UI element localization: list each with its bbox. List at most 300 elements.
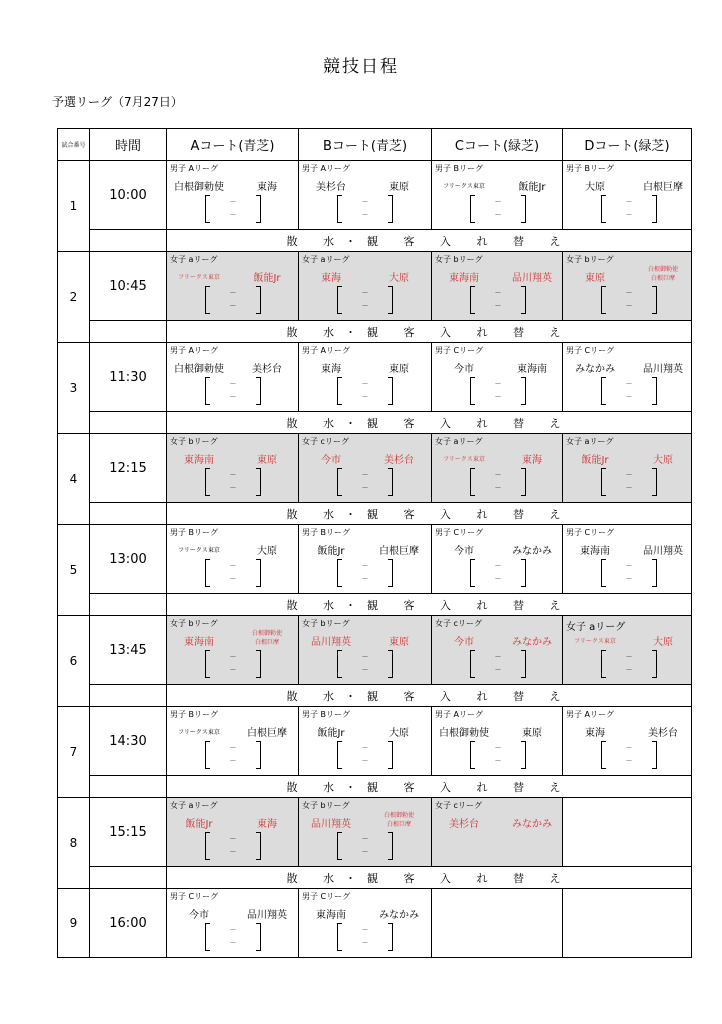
league-label: 女子 aリーグ — [170, 255, 218, 264]
score-bracket — [470, 650, 526, 678]
away-team-line1: 白根御勅使 — [383, 812, 414, 819]
away-team: みなかみ — [379, 910, 419, 921]
break-row — [58, 503, 692, 525]
bracket-right — [256, 468, 261, 496]
break-text: 散 水・観 客 入 れ 替 え — [167, 503, 692, 525]
league-label: 女子 aリーグ — [170, 801, 218, 810]
away-team: 白根巨摩 — [643, 182, 683, 193]
home-team: 今市 — [454, 546, 474, 557]
away-team: みなかみ — [512, 637, 552, 648]
score-dash: － — [494, 380, 502, 388]
game-time: 13:00 — [90, 525, 167, 594]
home-team: 今市 — [321, 455, 341, 466]
score-bracket — [337, 468, 393, 496]
score-dash: － — [494, 471, 502, 479]
match-cell-court-a — [167, 616, 299, 685]
home-team: 飯能Jr — [185, 819, 213, 830]
game-number: 4 — [58, 434, 90, 525]
league-label: 女子 bリーグ — [302, 619, 350, 628]
score-dash: － — [361, 835, 369, 843]
league-label: 男子 Aリーグ — [170, 164, 219, 173]
score-dash: － — [229, 471, 237, 479]
match-cell-court-a — [167, 707, 299, 776]
league-label: 女子 cリーグ — [302, 437, 349, 446]
score-dash: － — [229, 835, 237, 843]
score-bracket — [205, 832, 261, 860]
score-dash: － — [229, 302, 237, 310]
match-cell-court-a — [167, 343, 299, 412]
home-team: みなかみ — [575, 364, 615, 375]
home-team: 今市 — [189, 910, 209, 921]
league-label: 女子 cリーグ — [435, 619, 482, 628]
bracket-right — [256, 559, 261, 587]
away-team: 品川翔英 — [247, 910, 287, 921]
match-cell-court-d — [563, 161, 692, 230]
break-row — [58, 412, 692, 434]
match-cell-court-a — [167, 525, 299, 594]
home-team: 大原 — [585, 182, 605, 193]
league-label: 男子 Bリーグ — [435, 164, 484, 173]
home-team: 品川翔英 — [311, 637, 351, 648]
match-cell-court-d — [563, 434, 692, 503]
league-label: 男子 Aリーグ — [170, 346, 219, 355]
bracket-right — [521, 195, 526, 223]
home-team: 白根御勅使 — [174, 364, 224, 375]
score-dash: － — [361, 562, 369, 570]
break-time-cell — [90, 503, 167, 525]
home-team: 東海 — [321, 364, 341, 375]
game-row — [58, 161, 692, 230]
bracket-right — [388, 377, 393, 405]
game-time: 10:00 — [90, 161, 167, 230]
home-team: フリークス東京 — [178, 729, 220, 736]
break-row — [58, 867, 692, 889]
score-bracket — [601, 286, 657, 314]
score-dash: － — [625, 211, 633, 219]
league-label: 男子 Cリーグ — [435, 528, 484, 537]
bracket-right — [652, 377, 657, 405]
league-label: 男子 Bリーグ — [170, 528, 219, 537]
league-label: 男子 Aリーグ — [302, 346, 351, 355]
schedule-table — [57, 128, 692, 958]
score-bracket — [205, 559, 261, 587]
game-row — [58, 616, 692, 685]
score-bracket — [337, 741, 393, 769]
away-team: 美杉台 — [384, 455, 414, 466]
away-team — [633, 265, 692, 283]
header-time: 時間 — [90, 129, 167, 161]
bracket-right — [256, 923, 261, 951]
game-time: 11:30 — [90, 343, 167, 412]
league-label: 男子 Aリーグ — [566, 710, 615, 719]
game-number: 7 — [58, 707, 90, 798]
game-number: 5 — [58, 525, 90, 616]
away-team: 品川翔英 — [643, 364, 683, 375]
match-cell-court-a — [167, 252, 299, 321]
score-dash: － — [361, 757, 369, 765]
score-dash: － — [229, 211, 237, 219]
home-team: 白根御勅使 — [439, 728, 489, 739]
score-bracket — [601, 468, 657, 496]
match-cell-court-a — [167, 161, 299, 230]
bracket-right — [652, 559, 657, 587]
score-bracket — [337, 650, 393, 678]
away-team: 大原 — [257, 546, 277, 557]
home-team: 美杉台 — [449, 819, 479, 830]
match-cell-court-c — [432, 434, 563, 503]
break-time-cell — [90, 594, 167, 616]
break-row — [58, 776, 692, 798]
score-dash: － — [625, 289, 633, 297]
game-row — [58, 343, 692, 412]
score-dash: － — [494, 744, 502, 752]
game-row — [58, 434, 692, 503]
league-label: 男子 Bリーグ — [302, 710, 351, 719]
score-dash: － — [625, 471, 633, 479]
break-row — [58, 685, 692, 707]
bracket-right — [652, 741, 657, 769]
score-dash: － — [625, 198, 633, 206]
away-team: 白根巨摩 — [379, 546, 419, 557]
score-dash: － — [229, 289, 237, 297]
game-time: 12:15 — [90, 434, 167, 503]
match-cell-court-d — [563, 616, 692, 685]
break-text: 散 水・観 客 入 れ 替 え — [167, 412, 692, 434]
match-cell-court-a — [167, 889, 299, 958]
score-dash: － — [229, 562, 237, 570]
score-dash: － — [494, 484, 502, 492]
score-dash: － — [361, 211, 369, 219]
league-label: 女子 aリーグ — [435, 437, 483, 446]
game-number: 2 — [58, 252, 90, 343]
header-court-a: Aコート(青芝) — [167, 129, 299, 161]
score-dash: － — [229, 848, 237, 856]
score-bracket — [601, 741, 657, 769]
break-text: 散 水・観 客 入 れ 替 え — [167, 685, 692, 707]
game-number: 9 — [58, 889, 90, 958]
score-bracket — [337, 559, 393, 587]
match-cell-court-d — [563, 889, 692, 958]
league-label: 男子 Aリーグ — [302, 164, 351, 173]
away-team: みなかみ — [512, 819, 552, 830]
score-dash: － — [361, 848, 369, 856]
score-dash: － — [494, 302, 502, 310]
home-team: 美杉台 — [316, 182, 346, 193]
home-team: フリークス東京 — [178, 274, 220, 281]
away-team-line2: 白根巨摩 — [386, 821, 411, 828]
score-dash: － — [361, 380, 369, 388]
score-dash: － — [229, 939, 237, 947]
score-bracket — [337, 923, 393, 951]
bracket-right — [388, 923, 393, 951]
bracket-right — [521, 468, 526, 496]
league-label: 男子 Aリーグ — [435, 710, 484, 719]
score-bracket — [337, 286, 393, 314]
score-bracket — [205, 741, 261, 769]
bracket-right — [652, 195, 657, 223]
home-team: 東海南 — [184, 637, 214, 648]
bracket-right — [388, 559, 393, 587]
score-dash: － — [625, 757, 633, 765]
home-team: 飯能Jr — [317, 728, 345, 739]
home-team: フリークス東京 — [178, 547, 220, 554]
bracket-right — [521, 377, 526, 405]
bracket-right — [652, 650, 657, 678]
score-dash: － — [229, 666, 237, 674]
bracket-right — [388, 650, 393, 678]
home-team: フリークス東京 — [574, 638, 616, 645]
away-team: 飯能Jr — [253, 273, 281, 284]
match-cell-court-c — [432, 525, 563, 594]
away-team: 大原 — [389, 273, 409, 284]
bracket-right — [388, 832, 393, 860]
score-dash: － — [494, 653, 502, 661]
match-cell-court-d — [563, 525, 692, 594]
break-row — [58, 321, 692, 343]
score-dash: － — [229, 380, 237, 388]
score-dash: － — [361, 575, 369, 583]
away-team-line2: 白根巨摩 — [650, 275, 675, 282]
league-label: 女子 bリーグ — [435, 255, 483, 264]
match-cell-court-b — [299, 707, 432, 776]
game-row — [58, 252, 692, 321]
score-dash: － — [494, 575, 502, 583]
score-dash: － — [494, 562, 502, 570]
break-text: 散 水・観 客 入 れ 替 え — [167, 776, 692, 798]
score-dash: － — [229, 393, 237, 401]
match-cell-court-a — [167, 798, 299, 867]
page-subtitle: 予選リーグ（7月27日） — [52, 95, 183, 109]
game-number: 1 — [58, 161, 90, 252]
league-label: 男子 Cリーグ — [302, 892, 351, 901]
score-dash: － — [494, 666, 502, 674]
match-cell-court-d — [563, 252, 692, 321]
away-team: 東原 — [389, 637, 409, 648]
away-team: 美杉台 — [252, 364, 282, 375]
match-cell-court-c — [432, 707, 563, 776]
away-team: 東原 — [389, 182, 409, 193]
score-dash: － — [229, 757, 237, 765]
score-dash: － — [361, 198, 369, 206]
score-dash: － — [494, 393, 502, 401]
away-team: 東原 — [389, 364, 409, 375]
score-dash: － — [229, 484, 237, 492]
break-time-cell — [90, 412, 167, 434]
league-label: 女子 bリーグ — [170, 619, 218, 628]
match-cell-court-b — [299, 434, 432, 503]
match-cell-court-c — [432, 616, 563, 685]
match-cell-court-c — [432, 889, 563, 958]
home-team: 今市 — [454, 637, 474, 648]
game-time: 13:45 — [90, 616, 167, 685]
break-time-cell — [90, 321, 167, 343]
score-dash: － — [229, 926, 237, 934]
score-dash: － — [625, 666, 633, 674]
home-team: 今市 — [454, 364, 474, 375]
away-team-line1: 白根御勅使 — [647, 266, 678, 273]
away-team — [369, 811, 429, 829]
score-dash: － — [229, 653, 237, 661]
score-dash: － — [361, 926, 369, 934]
away-team: 東海 — [257, 819, 277, 830]
score-bracket — [205, 468, 261, 496]
match-cell-court-b — [299, 616, 432, 685]
home-team: フリークス東京 — [443, 456, 485, 463]
game-row — [58, 525, 692, 594]
league-label: 女子 bリーグ — [170, 437, 218, 446]
home-team: フリークス東京 — [443, 183, 485, 190]
match-cell-court-b — [299, 343, 432, 412]
match-cell-court-b — [299, 525, 432, 594]
game-row — [58, 798, 692, 867]
match-cell-court-b — [299, 889, 432, 958]
header-row — [58, 129, 692, 161]
league-label: 女子 aリーグ — [566, 622, 626, 633]
score-dash: － — [494, 211, 502, 219]
score-bracket — [601, 559, 657, 587]
league-label: 女子 aリーグ — [302, 255, 350, 264]
score-dash: － — [361, 939, 369, 947]
away-team: 品川翔英 — [643, 546, 683, 557]
bracket-right — [256, 377, 261, 405]
league-label: 男子 Cリーグ — [566, 528, 615, 537]
match-cell-court-d — [563, 707, 692, 776]
home-team: 東海南 — [580, 546, 610, 557]
score-bracket — [470, 559, 526, 587]
away-team: 東海南 — [517, 364, 547, 375]
bracket-right — [256, 650, 261, 678]
away-team: 飯能Jr — [518, 182, 546, 193]
game-time: 10:45 — [90, 252, 167, 321]
league-label: 男子 Cリーグ — [170, 892, 219, 901]
break-row — [58, 230, 692, 252]
home-team: 東海南 — [184, 455, 214, 466]
break-time-cell — [90, 867, 167, 889]
score-dash: － — [494, 757, 502, 765]
bracket-right — [388, 741, 393, 769]
away-team: 東原 — [257, 455, 277, 466]
bracket-right — [256, 195, 261, 223]
score-dash: － — [361, 484, 369, 492]
score-bracket — [470, 377, 526, 405]
score-bracket — [205, 195, 261, 223]
bracket-right — [388, 468, 393, 496]
bracket-right — [521, 559, 526, 587]
score-dash: － — [361, 302, 369, 310]
break-text: 散 水・観 客 入 れ 替 え — [167, 321, 692, 343]
break-row — [58, 594, 692, 616]
break-text: 散 水・観 客 入 れ 替 え — [167, 230, 692, 252]
league-label: 女子 bリーグ — [302, 801, 350, 810]
score-dash: － — [361, 289, 369, 297]
score-dash: － — [625, 562, 633, 570]
game-time: 16:00 — [90, 889, 167, 958]
away-team: 東海 — [522, 455, 542, 466]
score-dash: － — [361, 471, 369, 479]
away-team: 大原 — [653, 455, 673, 466]
league-label: 男子 Cリーグ — [566, 346, 615, 355]
home-team: 品川翔英 — [311, 819, 351, 830]
game-number: 3 — [58, 343, 90, 434]
away-team: 東海 — [257, 182, 277, 193]
away-team: 美杉台 — [648, 728, 678, 739]
score-dash: － — [625, 393, 633, 401]
away-team — [237, 629, 297, 647]
bracket-right — [521, 741, 526, 769]
score-dash: － — [625, 575, 633, 583]
bracket-right — [388, 286, 393, 314]
header-game-number: 試合番号 — [58, 129, 90, 161]
game-row — [58, 707, 692, 776]
bracket-right — [521, 286, 526, 314]
break-time-cell — [90, 230, 167, 252]
match-cell-court-d — [563, 798, 692, 867]
break-text: 散 水・観 客 入 れ 替 え — [167, 594, 692, 616]
match-cell-court-b — [299, 161, 432, 230]
score-dash: － — [229, 575, 237, 583]
away-team-line1: 白根御勅使 — [251, 630, 282, 637]
bracket-right — [388, 195, 393, 223]
league-label: 男子 Bリーグ — [302, 528, 351, 537]
score-bracket — [337, 195, 393, 223]
break-time-cell — [90, 685, 167, 707]
header-court-d: Dコート(緑芝) — [563, 129, 692, 161]
score-bracket — [205, 650, 261, 678]
bracket-right — [256, 741, 261, 769]
score-bracket — [337, 377, 393, 405]
home-team: 飯能Jr — [581, 455, 609, 466]
score-bracket — [470, 468, 526, 496]
header-court-b: Bコート(青芝) — [299, 129, 432, 161]
game-row — [58, 889, 692, 958]
away-team: 大原 — [389, 728, 409, 739]
league-label: 女子 aリーグ — [566, 437, 614, 446]
game-number: 6 — [58, 616, 90, 707]
away-team: 品川翔英 — [512, 273, 552, 284]
score-bracket — [470, 286, 526, 314]
score-dash: － — [361, 653, 369, 661]
header-court-c: Cコート(緑芝) — [432, 129, 563, 161]
match-cell-court-c — [432, 343, 563, 412]
away-team: みなかみ — [512, 546, 552, 557]
score-dash: － — [229, 198, 237, 206]
league-label: 女子 cリーグ — [435, 801, 482, 810]
home-team: 東海 — [321, 273, 341, 284]
game-time: 15:15 — [90, 798, 167, 867]
bracket-right — [652, 286, 657, 314]
match-cell-court-c — [432, 161, 563, 230]
page-title: 競技日程 — [323, 57, 399, 77]
score-bracket — [337, 832, 393, 860]
home-team: 東海南 — [449, 273, 479, 284]
bracket-right — [256, 832, 261, 860]
away-team-line2: 白根巨摩 — [254, 639, 279, 646]
score-dash: － — [494, 198, 502, 206]
score-bracket — [205, 377, 261, 405]
score-dash: － — [625, 302, 633, 310]
league-label: 男子 Bリーグ — [566, 164, 615, 173]
away-team: 大原 — [653, 637, 673, 648]
score-bracket — [601, 650, 657, 678]
score-dash: － — [494, 289, 502, 297]
score-bracket — [205, 923, 261, 951]
score-dash: － — [625, 380, 633, 388]
score-dash: － — [625, 484, 633, 492]
home-team: 東海南 — [316, 910, 346, 921]
score-bracket — [470, 195, 526, 223]
home-team: 東原 — [585, 273, 605, 284]
home-team: 東海 — [585, 728, 605, 739]
